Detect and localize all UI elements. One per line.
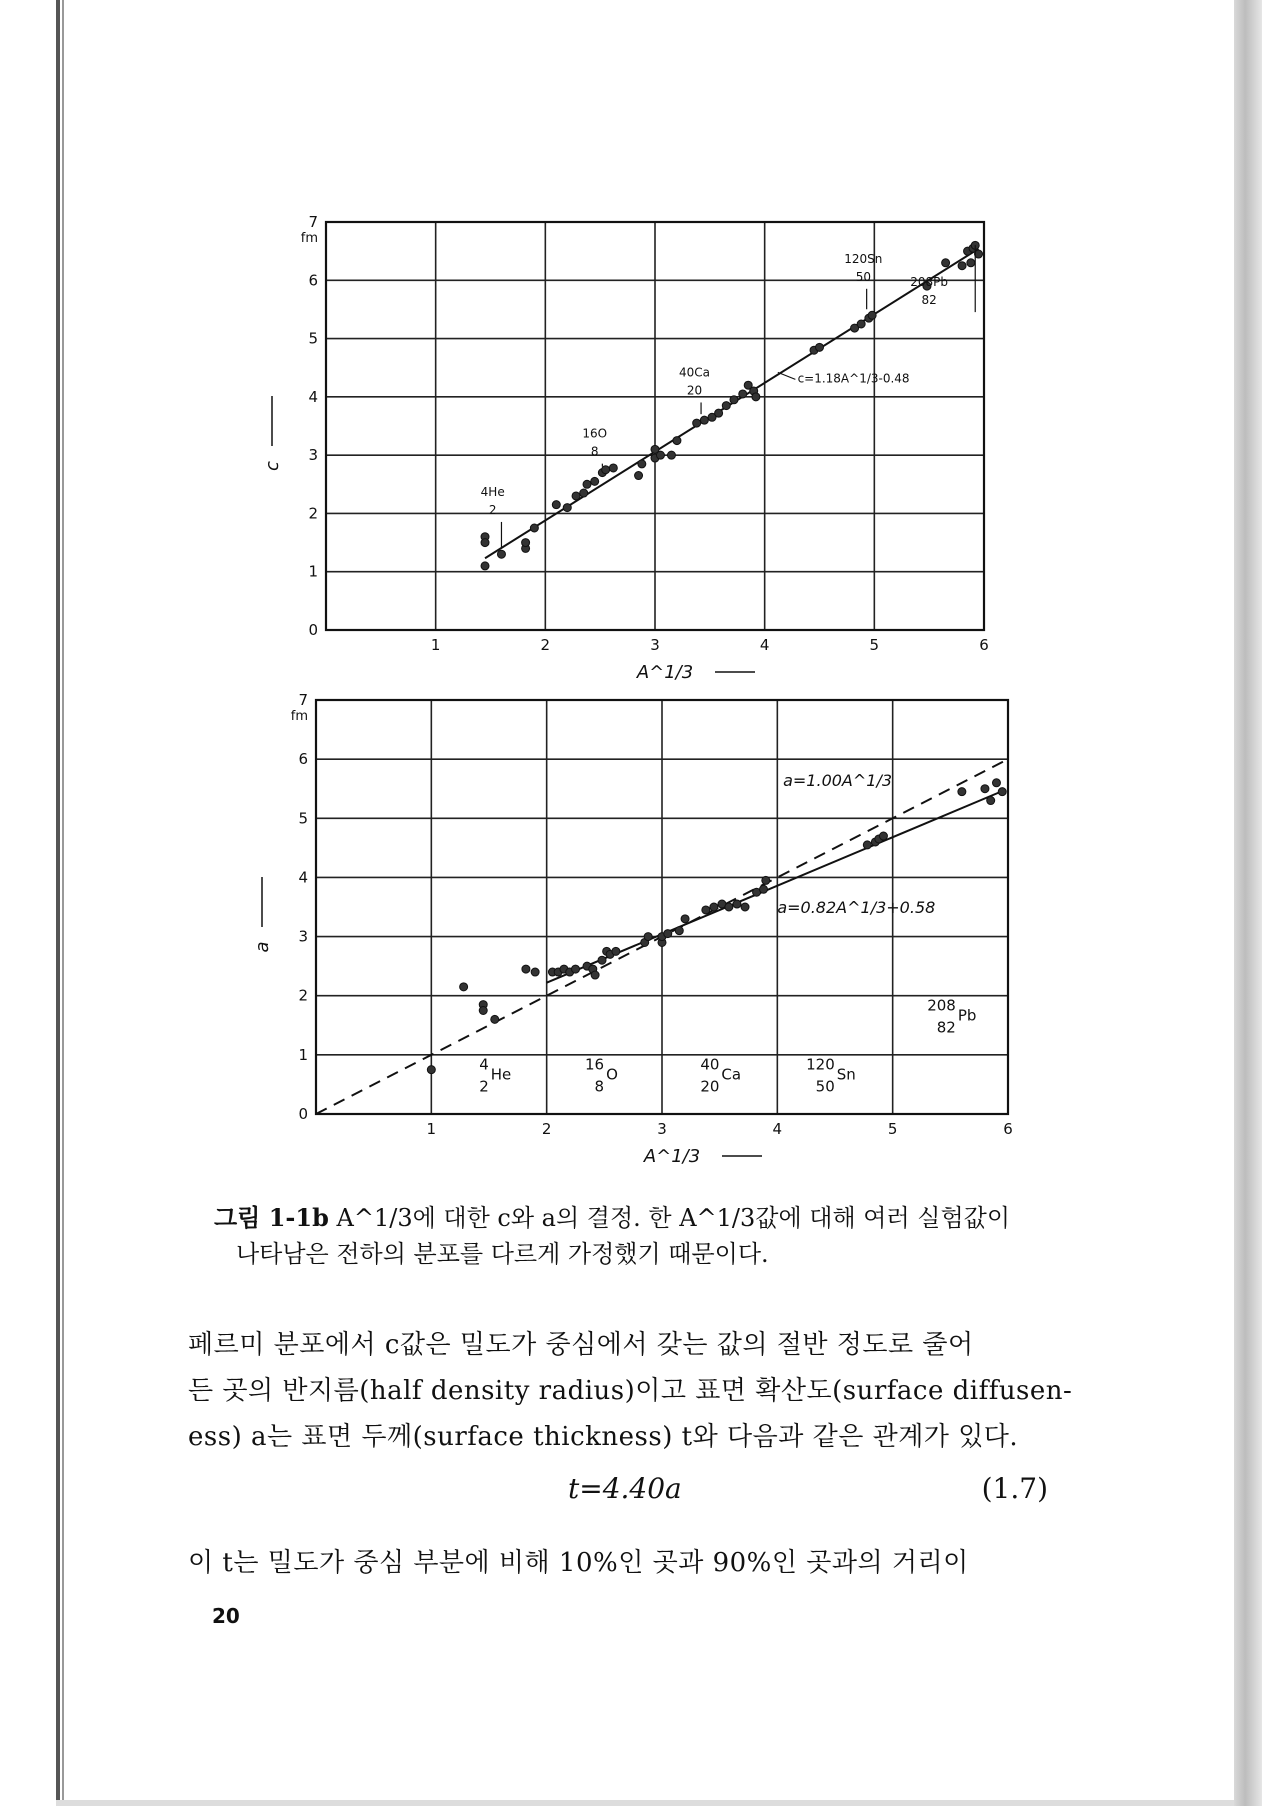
bottom-data-point [741, 903, 749, 911]
top-data-point [857, 320, 865, 328]
bottom-data-point [759, 885, 767, 893]
bottom-x-tick-label: 1 [426, 1120, 437, 1138]
top-y-tick-label: 2 [308, 504, 318, 523]
top-data-point [958, 262, 966, 270]
bottom-data-point [479, 1007, 487, 1015]
top-data-point [572, 492, 580, 500]
bottom-data-point [710, 903, 718, 911]
bottom-data-point [591, 971, 599, 979]
top-y-tick-label: 0 [308, 621, 318, 639]
bottom-nuclide-z-o: 8 [594, 1077, 605, 1096]
paragraph-1-line-3: ess) a는 표면 두께(surface thickness) t와 다음과 같은 관계가 있다. [188, 1422, 1019, 1452]
top-nuclide-label-o: 16O [582, 426, 608, 441]
bottom-data-point [733, 900, 741, 908]
top-data-point [868, 311, 876, 319]
bottom-chart-group [262, 700, 1008, 1156]
bottom-data-point [762, 876, 770, 884]
top-y-unit: fm [300, 231, 318, 246]
bottom-nuclide-symbol-he: He [490, 1065, 512, 1084]
bottom-nuclide-z-ca: 20 [700, 1077, 720, 1096]
top-data-point [635, 472, 643, 480]
bottom-nuclide-symbol-pb: Pb [957, 1006, 977, 1025]
paragraph-1-line-1: 페르미 분포에서 c값은 밀도가 중심에서 갖는 값의 절반 정도로 줄어 [188, 1330, 974, 1360]
figure-caption [214, 1200, 1114, 1272]
bottom-data-point [998, 788, 1006, 796]
top-data-point [481, 562, 489, 570]
bottom-nuclide-z-sn: 50 [815, 1077, 835, 1096]
top-x-axis-label: A^1/3 [636, 662, 694, 683]
bottom-y-tick-label: 5 [298, 809, 308, 828]
top-nuclide-label-ca: 40Ca [678, 365, 710, 380]
bottom-y-tick-label: 0 [298, 1105, 308, 1123]
bottom-y-tick-label: 3 [298, 927, 308, 946]
equation: t=4.40a [568, 1472, 682, 1505]
top-y-tick-label: 5 [308, 329, 318, 348]
top-data-point [530, 524, 538, 532]
bottom-data-point [598, 956, 606, 964]
top-fit-line-label: c=1.18A^1/3-0.48 [797, 371, 910, 386]
bottom-y-unit: fm [290, 709, 308, 724]
caption-line-2: 나타남은 전하의 분포를 다르게 가정했기 때문이다. [236, 1240, 769, 1268]
equation-row [188, 1472, 1048, 1512]
bottom-y-tick-label: 7 [298, 691, 308, 709]
bottom-dashed-line-label: a=1.00A^1/3 [783, 770, 893, 790]
bottom-y-tick-label: 4 [298, 868, 308, 887]
top-data-point [715, 409, 723, 417]
bottom-data-point [664, 930, 672, 938]
bottom-nuclide-mass-ca: 40 [700, 1055, 720, 1074]
bottom-fit-line-label: a=0.82A^1/3+0.58 [777, 897, 936, 917]
page-number: 20 [212, 1604, 240, 1628]
bottom-data-point [675, 927, 683, 935]
bottom-nuclide-z-he: 2 [479, 1077, 489, 1096]
caption-line-1: A^1/3에 대한 c와 a의 결정. 한 A^1/3값에 대해 여러 실험값이 [336, 1204, 1010, 1232]
equation-number: (1.7) [981, 1472, 1048, 1505]
top-x-tick-label: 5 [869, 636, 880, 654]
bottom-nuclide-mass-he: 4 [479, 1055, 489, 1074]
top-data-point [583, 480, 591, 488]
top-nuclide-label-he: 4He [480, 484, 505, 499]
bottom-data-point [958, 788, 966, 796]
bottom-data-point [612, 947, 620, 955]
top-data-point [739, 390, 747, 398]
bottom-data-point [981, 785, 989, 793]
bottom-x-tick-label: 6 [1003, 1120, 1013, 1138]
figure-number: 그림 1-1b [214, 1203, 329, 1232]
paragraph-1 [188, 1322, 1088, 1460]
top-nuclide-label-pb: 208Pb [910, 275, 949, 290]
top-y-tick-label: 3 [308, 446, 318, 465]
bottom-y-tick-label: 6 [298, 750, 308, 769]
top-data-point [609, 464, 617, 472]
bottom-data-point [531, 968, 539, 976]
top-x-tick-label: 4 [759, 636, 770, 654]
bottom-data-point [725, 903, 733, 911]
bottom-y-tick-label: 2 [298, 986, 308, 1005]
top-y-tick-label: 6 [308, 271, 318, 290]
top-data-point [667, 451, 675, 459]
top-data-point [552, 501, 560, 509]
bottom-x-axis-label: A^1/3 [643, 1146, 701, 1167]
bottom-data-point [427, 1066, 435, 1074]
top-nuclide-z-o: 8 [590, 444, 599, 459]
top-nuclide-z-he: 2 [488, 502, 497, 517]
top-nuclide-label-sn: 120Sn [844, 251, 883, 266]
top-data-point [942, 259, 950, 267]
top-x-tick-label: 1 [430, 636, 441, 654]
top-nuclide-z-pb: 82 [921, 293, 937, 308]
top-data-point [752, 393, 760, 401]
top-x-tick-label: 3 [650, 636, 660, 654]
top-y-tick-label: 4 [308, 387, 318, 406]
bottom-nuclide-mass-o: 16 [585, 1055, 605, 1074]
bottom-nuclide-mass-pb: 208 [927, 996, 956, 1015]
top-data-point [602, 466, 610, 474]
top-y-tick-label: 1 [308, 562, 318, 581]
bottom-x-tick-label: 4 [772, 1120, 783, 1138]
top-data-point [700, 416, 708, 424]
top-data-point [722, 402, 730, 410]
top-y-axis-label: c [262, 461, 283, 471]
top-data-point [730, 396, 738, 404]
bottom-data-point [702, 906, 710, 914]
bottom-x-tick-label: 3 [657, 1120, 667, 1138]
bottom-data-point [987, 797, 995, 805]
top-data-point [673, 437, 681, 445]
bottom-data-point [460, 983, 468, 991]
paragraph-1-line-2: 든 곳의 반지름(half density radius)이고 표면 확산도(surface diffusen- [188, 1376, 1073, 1406]
top-y-tick-label: 7 [308, 213, 318, 231]
bottom-data-point [644, 933, 652, 941]
bottom-data-point [863, 841, 871, 849]
top-chart-group [272, 222, 984, 672]
top-data-point [591, 477, 599, 485]
bottom-data-point [879, 832, 887, 840]
bottom-data-point [992, 779, 1000, 787]
top-x-tick-label: 2 [540, 636, 551, 654]
top-data-point [497, 550, 505, 558]
top-data-point [563, 504, 571, 512]
bottom-data-point [572, 965, 580, 973]
top-data-point [522, 539, 530, 547]
top-data-point [656, 451, 664, 459]
bottom-x-tick-label: 2 [541, 1120, 552, 1138]
top-nuclide-z-ca: 20 [686, 383, 703, 398]
bottom-x-tick-label: 5 [887, 1120, 898, 1138]
top-data-point [580, 489, 588, 497]
bottom-data-point [491, 1015, 499, 1023]
top-nuclide-z-sn: 50 [855, 269, 872, 284]
top-data-point [693, 419, 701, 427]
bottom-nuclide-z-pb: 82 [936, 1018, 956, 1037]
top-data-point [481, 539, 489, 547]
top-data-point [816, 343, 824, 351]
bottom-data-point [681, 915, 689, 923]
bottom-nuclide-symbol-o: O [606, 1065, 618, 1084]
bottom-nuclide-mass-sn: 120 [806, 1055, 835, 1074]
bottom-y-tick-label: 1 [298, 1045, 308, 1064]
bottom-data-point [522, 965, 530, 973]
top-data-point [638, 460, 646, 468]
bottom-nuclide-symbol-ca: Ca [721, 1065, 742, 1084]
bottom-nuclide-symbol-sn: Sn [836, 1065, 856, 1084]
top-data-point [967, 259, 975, 267]
top-fit-label-leader [778, 372, 796, 379]
bottom-y-axis-label: a [252, 941, 273, 953]
paragraph-2: 이 t는 밀도가 중심 부분에 비해 10%인 곳과 90%인 곳과의 거리이 [188, 1548, 969, 1578]
top-x-tick-label: 6 [979, 636, 989, 654]
